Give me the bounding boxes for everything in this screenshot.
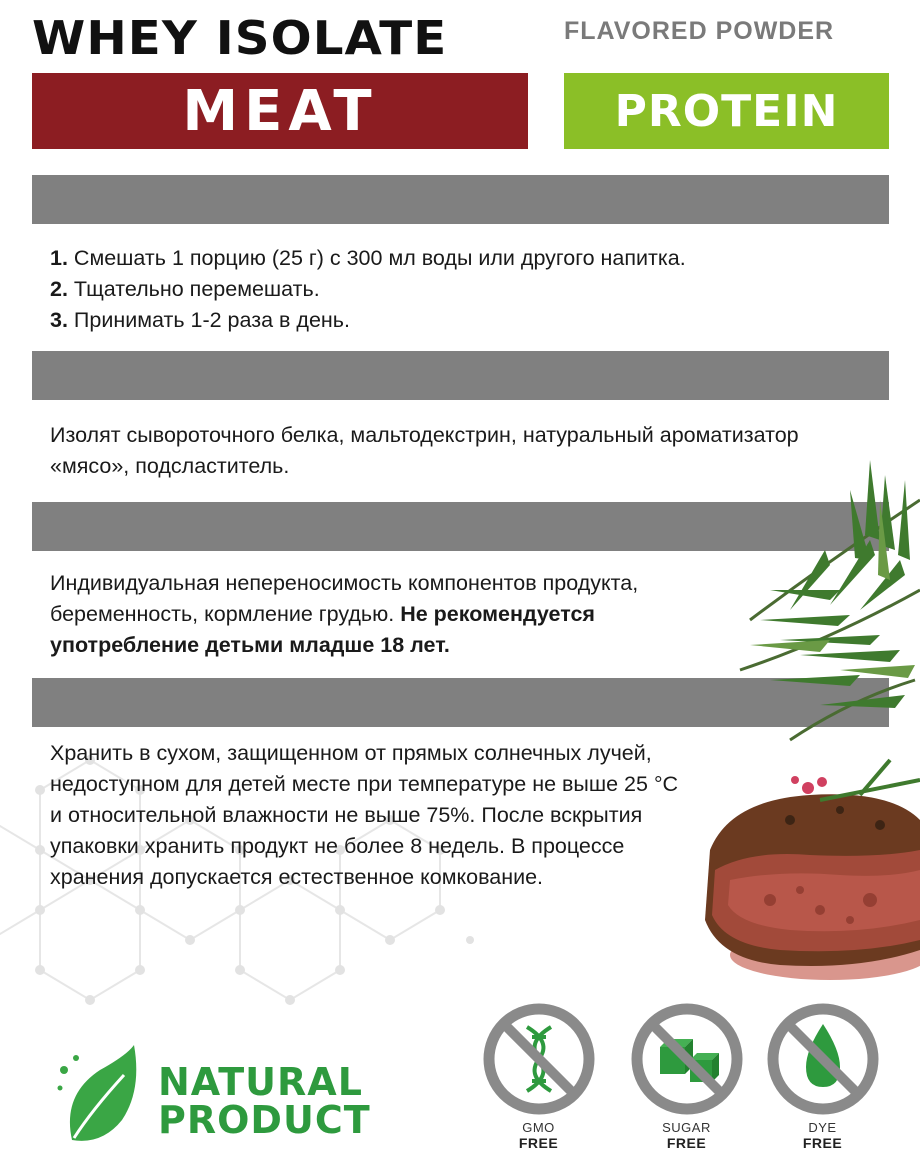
storage-text: Хранить в сухом, защищенном от прямых солнечных лучей, недоступном для детей месте при температуре не выше 25 °С и относительной влажности не выше 75%. После вскрытия упаковки хранить продукт не более 8 недель. В процессе хранения допускается естественное комкование. bbox=[50, 741, 679, 889]
composition-text: Изолят сывороточного белка, мальтодекстрин, натуральный ароматизатор «мясо», подсластитель. bbox=[50, 423, 799, 478]
dna-icon bbox=[482, 1002, 596, 1116]
usage-step: 1. Смешать 1 порцию (25 г) с 300 мл воды или другого напитка. bbox=[50, 246, 686, 270]
type-label: PROTEIN bbox=[614, 85, 839, 137]
usage-step: 2. Тщательно перемешать. bbox=[50, 277, 320, 301]
product-title: WHEY ISOLATE bbox=[32, 11, 448, 65]
badge-sugar-free: SUGAR FREE bbox=[629, 1002, 744, 1151]
type-banner bbox=[564, 73, 889, 149]
section-bar-composition bbox=[32, 351, 889, 400]
flavor-label: MEAT bbox=[182, 78, 378, 144]
contraindications-text: Индивидуальная непереносимость компонентов продукта, беременность, кормление грудью. Не рекомендуется употребление детьми младше 18 лет. bbox=[50, 571, 639, 657]
flavor-banner bbox=[32, 73, 528, 149]
usage-step: 3. Принимать 1-2 раза в день. bbox=[50, 308, 350, 332]
product-subtitle: FLAVORED POWDER bbox=[564, 17, 835, 45]
sugar-cubes-icon bbox=[630, 1002, 744, 1116]
leaf-logo-icon bbox=[52, 1040, 148, 1152]
badge-dye-free: DYE FREE bbox=[765, 1002, 880, 1151]
badge-gmo-free: GMO FREE bbox=[481, 1002, 596, 1151]
steak-icon bbox=[690, 740, 920, 990]
section-bar-usage bbox=[32, 175, 889, 224]
usage-list bbox=[50, 243, 686, 336]
drop-icon bbox=[766, 1002, 880, 1116]
natural-product-logo: NATURAL PRODUCT bbox=[158, 1060, 371, 1142]
rosemary-icon bbox=[730, 440, 920, 750]
